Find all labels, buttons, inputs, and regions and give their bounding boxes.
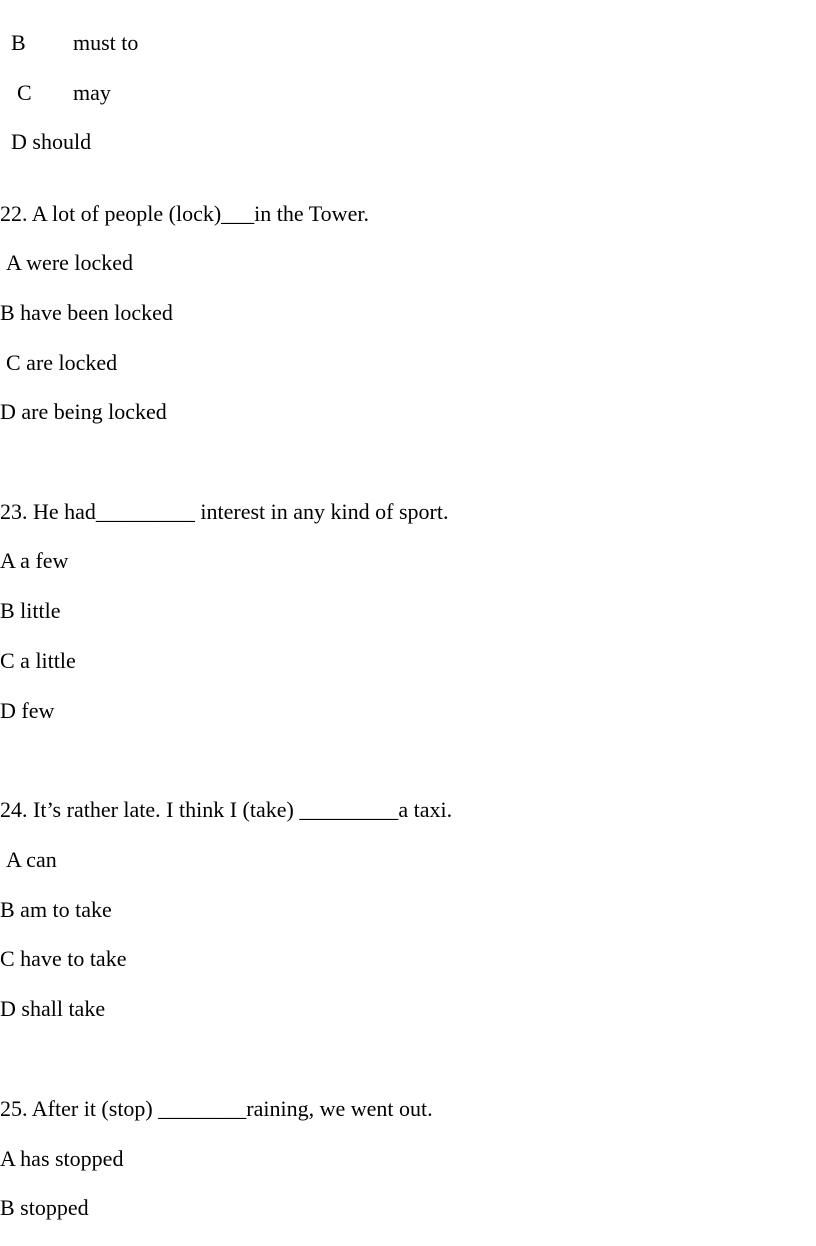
- option-text: should: [32, 129, 92, 154]
- q24-option-d: D shall take: [0, 996, 106, 1021]
- option-letter: D: [11, 129, 27, 154]
- q22-option-b: B have been locked: [0, 300, 173, 325]
- q23-option-d: D few: [0, 698, 55, 723]
- q21-option-c: [0, 51, 111, 107]
- q22-option-a: A were locked: [6, 250, 134, 275]
- option-text: must to: [73, 30, 139, 55]
- q22-question: 22. A lot of people (lock)___in the Tower.: [0, 201, 369, 226]
- q23-option-b: B little: [0, 598, 61, 623]
- q21-option-d: [0, 100, 91, 156]
- q24-question: 24. It’s rather late. I think I (take) _________a taxi.: [0, 797, 453, 822]
- option-letter: B: [11, 30, 26, 55]
- q24-option-a: A can: [6, 847, 57, 872]
- q25-question: 25. After it (stop) ________raining, we went out.: [0, 1096, 433, 1121]
- q23-question: 23. He had_________ interest in any kind of sport.: [0, 499, 449, 524]
- q24-option-c: C have to take: [0, 946, 127, 971]
- q24-option-b: B am to take: [0, 897, 112, 922]
- q21-option-b: [0, 1, 138, 57]
- q22-option-d: D are being locked: [0, 399, 167, 424]
- q22-option-c: C are locked: [6, 350, 118, 375]
- q25-option-a: A has stopped: [0, 1146, 124, 1171]
- q23-option-c: C a little: [0, 648, 76, 673]
- q23-option-a: A a few: [0, 548, 69, 573]
- option-letter: C: [17, 80, 32, 105]
- q25-option-b: B stopped: [0, 1195, 89, 1220]
- option-text: may: [73, 80, 111, 105]
